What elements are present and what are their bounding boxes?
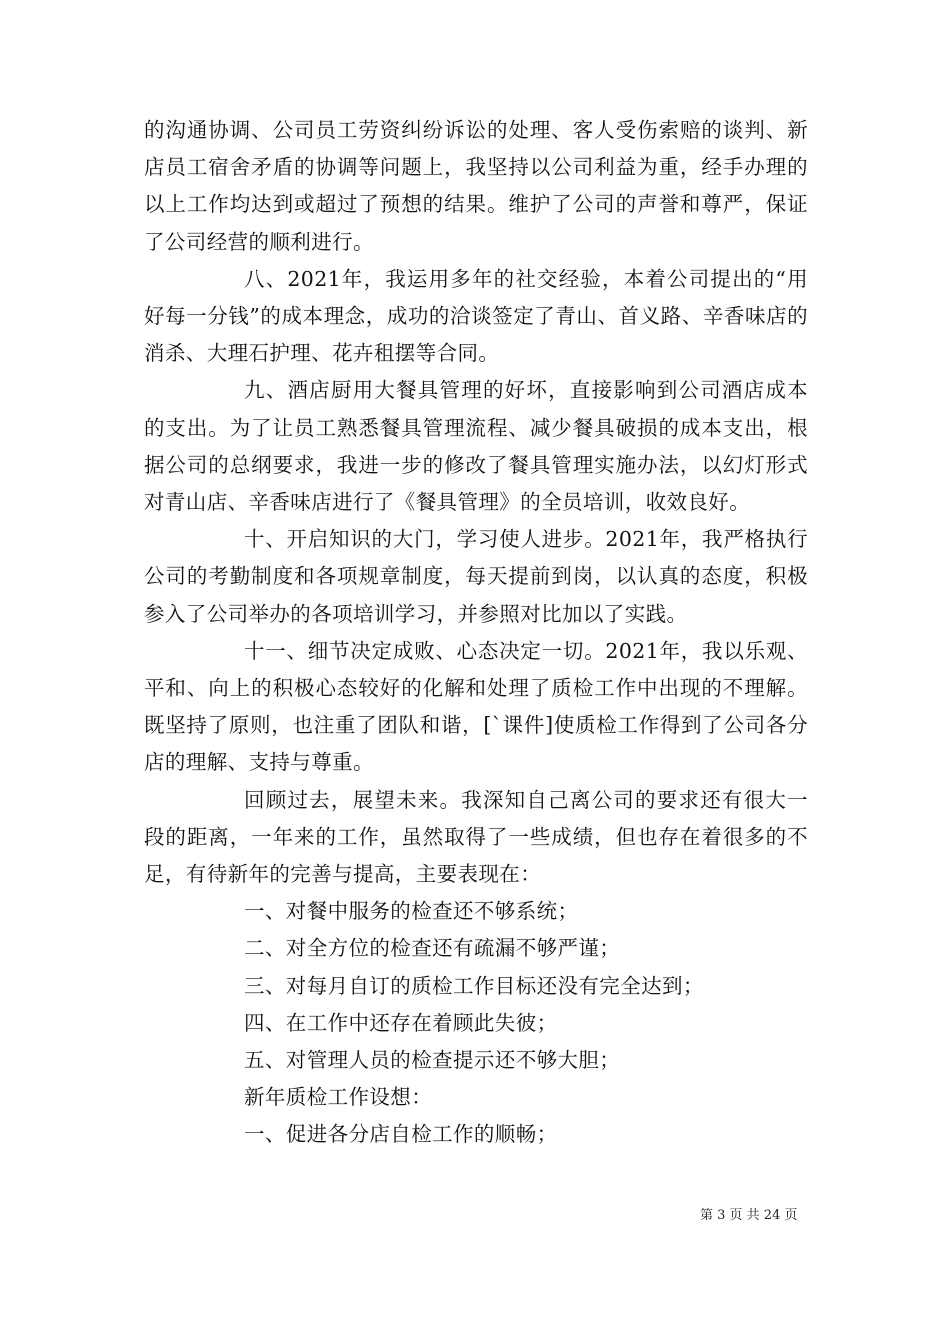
shortcoming-item-3: 三、对每月自订的质检工作目标还没有完全达到； — [244, 973, 704, 998]
paragraph-item-10: 十、开启知识的大门，学习使人进步。2021年，我严格执行公司的考勤制度和各项规章制度，每天提前到岗，以认真的态度，积极参入了公司举办的各项培训学习，并参照对比加以了实践。 — [144, 527, 808, 626]
plan-item-1: 一、促进各分店自检工作的顺畅； — [244, 1122, 558, 1147]
paragraph-item-8: 八、2021年，我运用多年的社交经验，本着公司提出的“用好每一分钱”的成本理念，成功的洽谈签定了青山、首义路、辛香味店的消杀、大理石护理、花卉租摆等合同。 — [144, 266, 808, 366]
paragraph-review: 回顾过去，展望未来。我深知自己离公司的要求还有很大一段的距离，一年来的工作，虽然取得了一些成绩，但也存在着很多的不足，有待新年的完善与提高，主要表现在： — [144, 787, 808, 887]
shortcoming-item-1: 一、对餐中服务的检查还不够系统； — [244, 899, 579, 924]
shortcoming-item-4: 四、在工作中还存在着顾此失彼； — [244, 1010, 558, 1035]
paragraph-continued: 的沟通协调、公司员工劳资纠纷诉讼的处理、客人受伤索赔的谈判、新店员工宿舍矛盾的协调等问题上，我坚持以公司利益为重，经手办理的以上工作均达到或超过了预想的结果。维护了公司的声誉和尊严，保证了公司经营的顺利进行。 — [144, 118, 808, 254]
shortcoming-item-2: 二、对全方位的检查还有疏漏不够严谨； — [244, 936, 621, 961]
paragraph-item-11: 十一、细节决定成败、心态决定一切。2021年，我以乐观、平和、向上的积极心态较好的化解和处理了质检工作中出现的不理解。既坚持了原则，也注重了团队和谐，[`课件]使质检工作得到了公司各分店的理解、支持与尊重。 — [144, 638, 808, 775]
plan-heading: 新年质检工作设想： — [244, 1085, 433, 1110]
shortcoming-item-5: 五、对管理人员的检查提示还不够大胆； — [244, 1048, 621, 1073]
page-number: 第 3 页 共 24 页 — [700, 1208, 798, 1223]
body-text — [144, 112, 808, 1154]
paragraph-item-9: 九、酒店厨用大餐具管理的好坏，直接影响到公司酒店成本的支出。为了让员工熟悉餐具管理流程、减少餐具破损的成本支出，根据公司的总纲要求，我进一步的修改了餐具管理实施办法，以幻灯形式对青山店、辛香味店进行了《餐具管理》的全员培训，收效良好。 — [144, 378, 808, 515]
